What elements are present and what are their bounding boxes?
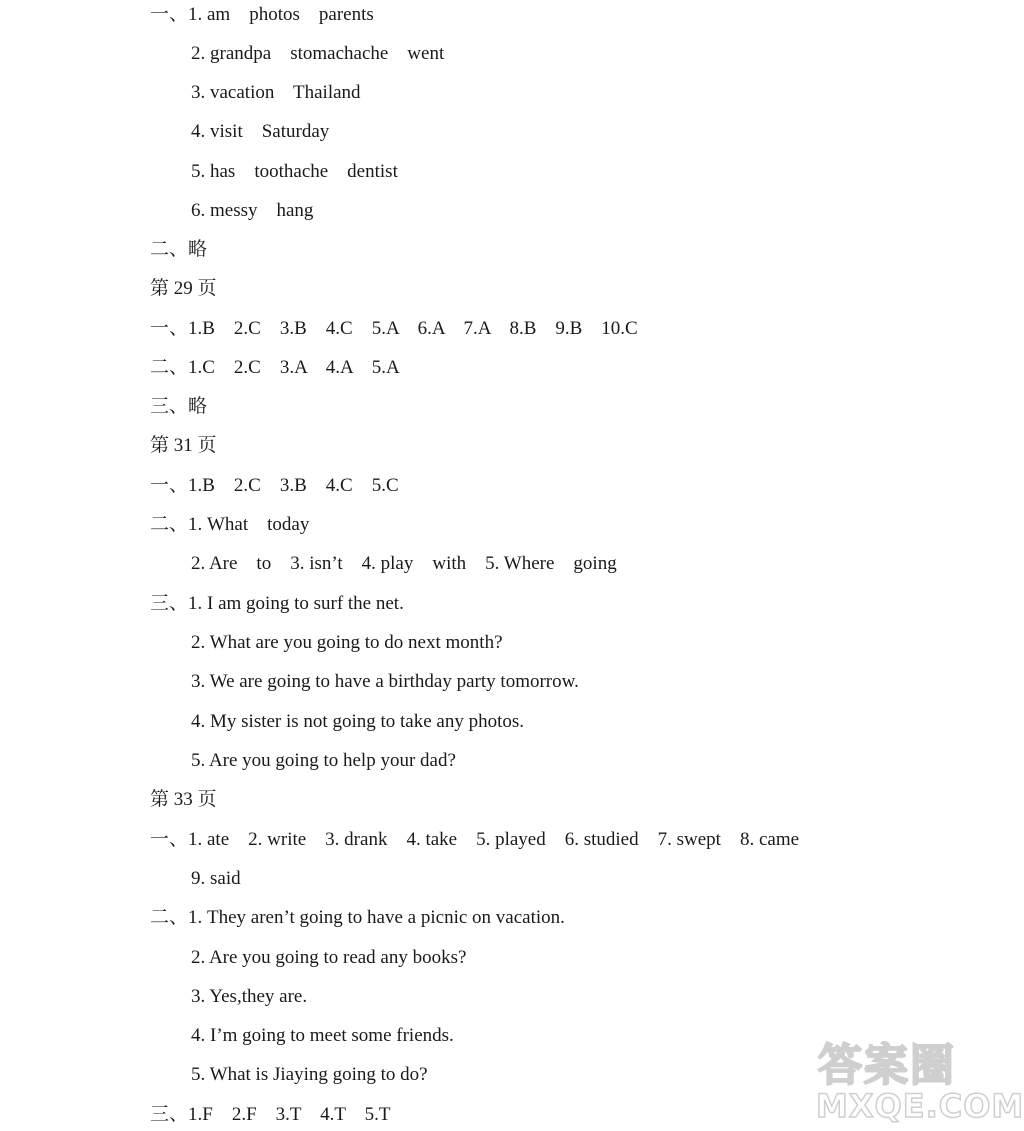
answer-line: 4. I’m going to meet some friends. [191, 1025, 454, 1046]
answer-line: 二、1. They aren’t going to have a picnic on vacation. [150, 907, 565, 928]
answer-line: 2. grandpa stomachache went [191, 43, 445, 64]
answer-line: 三、1.F 2.F 3.T 4.T 5.T [150, 1104, 391, 1125]
page-heading: 第 29 页 [150, 278, 217, 299]
answer-line: 3. We are going to have a birthday party tomorrow. [191, 671, 579, 692]
answer-line: 三、1. I am going to surf the net. [150, 593, 404, 614]
page-heading: 第 33 页 [150, 789, 217, 810]
answer-line: 3. Yes,they are. [191, 986, 308, 1007]
answer-line: 一、1. am photos parents [150, 4, 374, 25]
answer-line: 6. messy hang [191, 200, 314, 221]
page-heading: 第 31 页 [150, 435, 217, 456]
answer-line: 二、略 [150, 239, 208, 260]
answer-line: 2. Are you going to read any books? [191, 947, 467, 968]
answer-line: 3. vacation Thailand [191, 82, 361, 103]
answer-line: 二、1.C 2.C 3.A 4.A 5.A [150, 357, 400, 378]
watermark-logo-text: 答案圈 [818, 1040, 956, 1091]
answer-line: 一、1.B 2.C 3.B 4.C 5.A 6.A 7.A 8.B 9.B 10.C [150, 318, 638, 339]
answer-line: 5. has toothache dentist [191, 161, 398, 182]
answer-line: 5. What is Jiaying going to do? [191, 1064, 428, 1085]
answer-line: 4. visit Saturday [191, 121, 330, 142]
answer-line: 9. said [191, 868, 241, 889]
watermark-domain: MXQE.COM [816, 1087, 1024, 1125]
answer-line: 5. Are you going to help your dad? [191, 750, 456, 771]
answer-line: 4. My sister is not going to take any photos. [191, 711, 525, 732]
answer-line: 三、略 [150, 396, 208, 417]
answer-line: 2. What are you going to do next month? [191, 632, 503, 653]
answer-line: 一、1. ate 2. write 3. drank 4. take 5. played 6. studied 7. swept 8. came [150, 829, 800, 850]
answer-line: 2. Are to 3. isn’t 4. play with 5. Where going [191, 553, 617, 574]
site-watermark [816, 1029, 1024, 1125]
answer-line: 一、1.B 2.C 3.B 4.C 5.C [150, 475, 399, 496]
answer-line: 二、1. What today [150, 514, 310, 535]
